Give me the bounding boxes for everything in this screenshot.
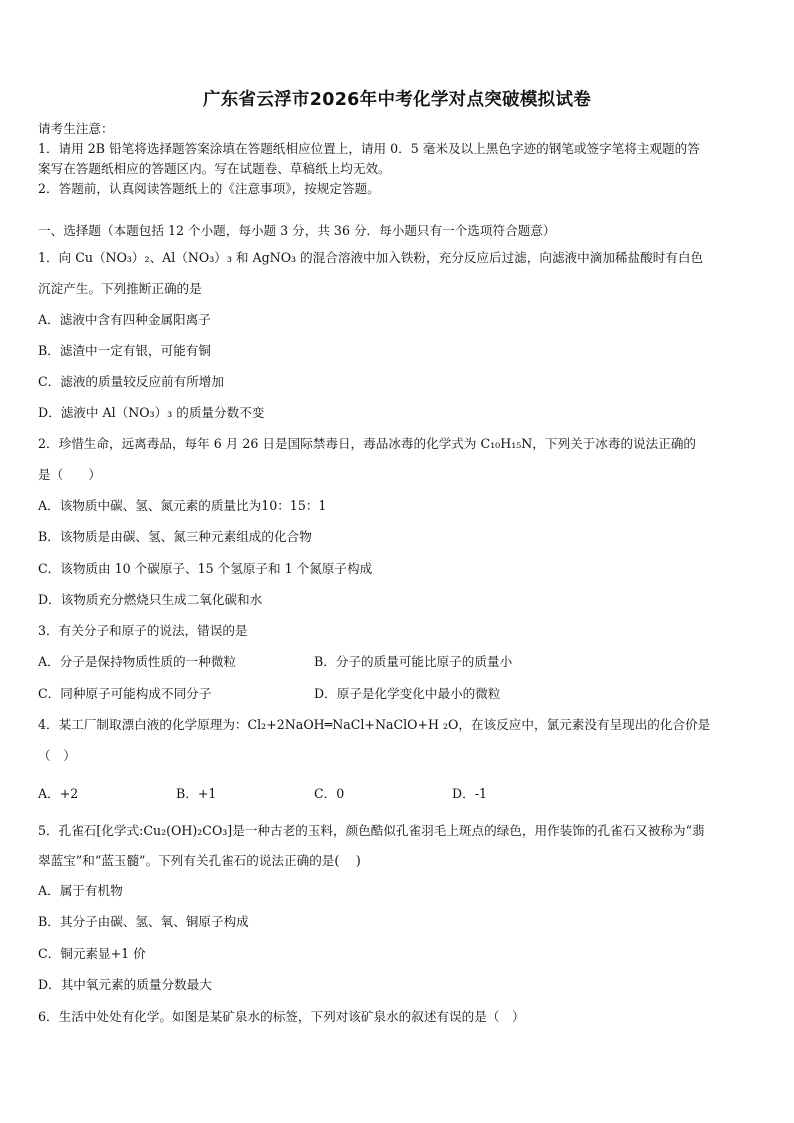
q6-stem: 6．生活中处处有化学。如图是某矿泉水的标签，下列对该矿泉水的叙述有误的是（ ） <box>38 1009 525 1024</box>
q1-option-c: C．滤液的质量较反应前有所增加 <box>38 374 224 389</box>
q3-option-c: C．同种原子可能构成不同分子 <box>38 686 212 701</box>
q4-option-b: B．+1 <box>176 786 217 801</box>
q2-option-c: C．该物质由 10 个碳原子、15 个氢原子和 1 个氮原子构成 <box>38 561 373 576</box>
q1-stem-line-2: 沉淀产生。下列推断正确的是 <box>38 281 202 296</box>
q1-option-a: A．滤液中含有四种金属阳离子 <box>38 312 211 327</box>
q2-stem-line-1: 2．珍惜生命，远离毒品，每年 6 月 26 日是国际禁毒日，毒品冰毒的化学式为 C₁₀H₁₅N，下列关于冰毒的说法正确的 <box>38 436 697 451</box>
q3-option-b: B．分子的质量可能比原子的质量小 <box>314 654 513 669</box>
q3-option-a: A．分子是保持物质性质的一种微粒 <box>38 654 237 669</box>
q5-option-b: B．其分子由碳、氢、氧、铜原子构成 <box>38 914 249 929</box>
notice-item-1a: 1．请用 2B 铅笔将选择题答案涂填在答题纸相应位置上，请用 0．5 毫米及以上黑色字迹的钢笔或签字笔将主观题的答 <box>38 141 700 156</box>
q5-option-d: D．其中氧元素的质量分数最大 <box>38 977 212 992</box>
q2-option-d: D．该物质充分燃烧只生成二氧化碳和水 <box>38 592 263 607</box>
q1-stem-line-1: 1．向 Cu（NO₃）₂、Al（NO₃）₃ 和 AgNO₃ 的混合溶液中加入铁粉，充分反应后过滤，向滤液中滴加稀盐酸时有白色 <box>38 250 704 265</box>
q4-option-d: D．-1 <box>452 786 487 801</box>
q4-option-c: C．0 <box>314 786 345 801</box>
notice-item-1b: 案写在答题纸相应的答题区内。写在试题卷、草稿纸上均无效。 <box>38 161 391 176</box>
section-heading: 一、选择题（本题包括 12 个小题，每小题 3 分，共 36 分．每小题只有一个选项符合题意） <box>38 223 556 238</box>
q4-stem-line-1: 4．某工厂制取漂白液的化学原理为：Cl₂+2NaOH═NaCl+NaClO+H ₂O，在该反应中，氯元素没有呈现出的化合价是 <box>38 717 711 732</box>
q5-stem-line-1: 5．孔雀石[化学式:Cu₂(OH)₂CO₃]是一种古老的玉料，颜色酷似孔雀羽毛上斑点的绿色，用作装饰的孔雀石又被称为“翡 <box>38 823 705 838</box>
q2-option-a: A．该物质中碳、氢、氮元素的质量比为10：15：1 <box>38 498 327 513</box>
q1-option-b: B．滤渣中一定有银，可能有铜 <box>38 343 211 358</box>
q4-stem-line-2: （ ） <box>38 748 76 763</box>
q1-option-d: D．滤液中 Al（NO₃）₃ 的质量分数不变 <box>38 405 265 420</box>
page-title: 广东省云浮市2026年中考化学对点突破模拟试卷 <box>202 90 592 110</box>
notice-heading: 请考生注意： <box>38 121 114 136</box>
q4-option-a: A．+2 <box>38 786 79 801</box>
q2-option-b: B．该物质是由碳、氢、氮三种元素组成的化合物 <box>38 529 312 544</box>
q5-option-c: C．铜元素显+1 价 <box>38 946 146 961</box>
notice-item-2: 2．答题前，认真阅读答题纸上的《注意事项》，按规定答题。 <box>38 181 380 196</box>
q2-stem-line-2: 是（ ） <box>38 467 101 482</box>
q5-option-a: A．属于有机物 <box>38 883 123 898</box>
q5-stem-line-2: 翠蓝宝”和“蓝玉髓”。下列有关孔雀石的说法正确的是( ) <box>38 853 361 868</box>
q3-stem: 3．有关分子和原子的说法，错误的是 <box>38 623 248 638</box>
q3-option-d: D．原子是化学变化中最小的微粒 <box>314 686 501 701</box>
